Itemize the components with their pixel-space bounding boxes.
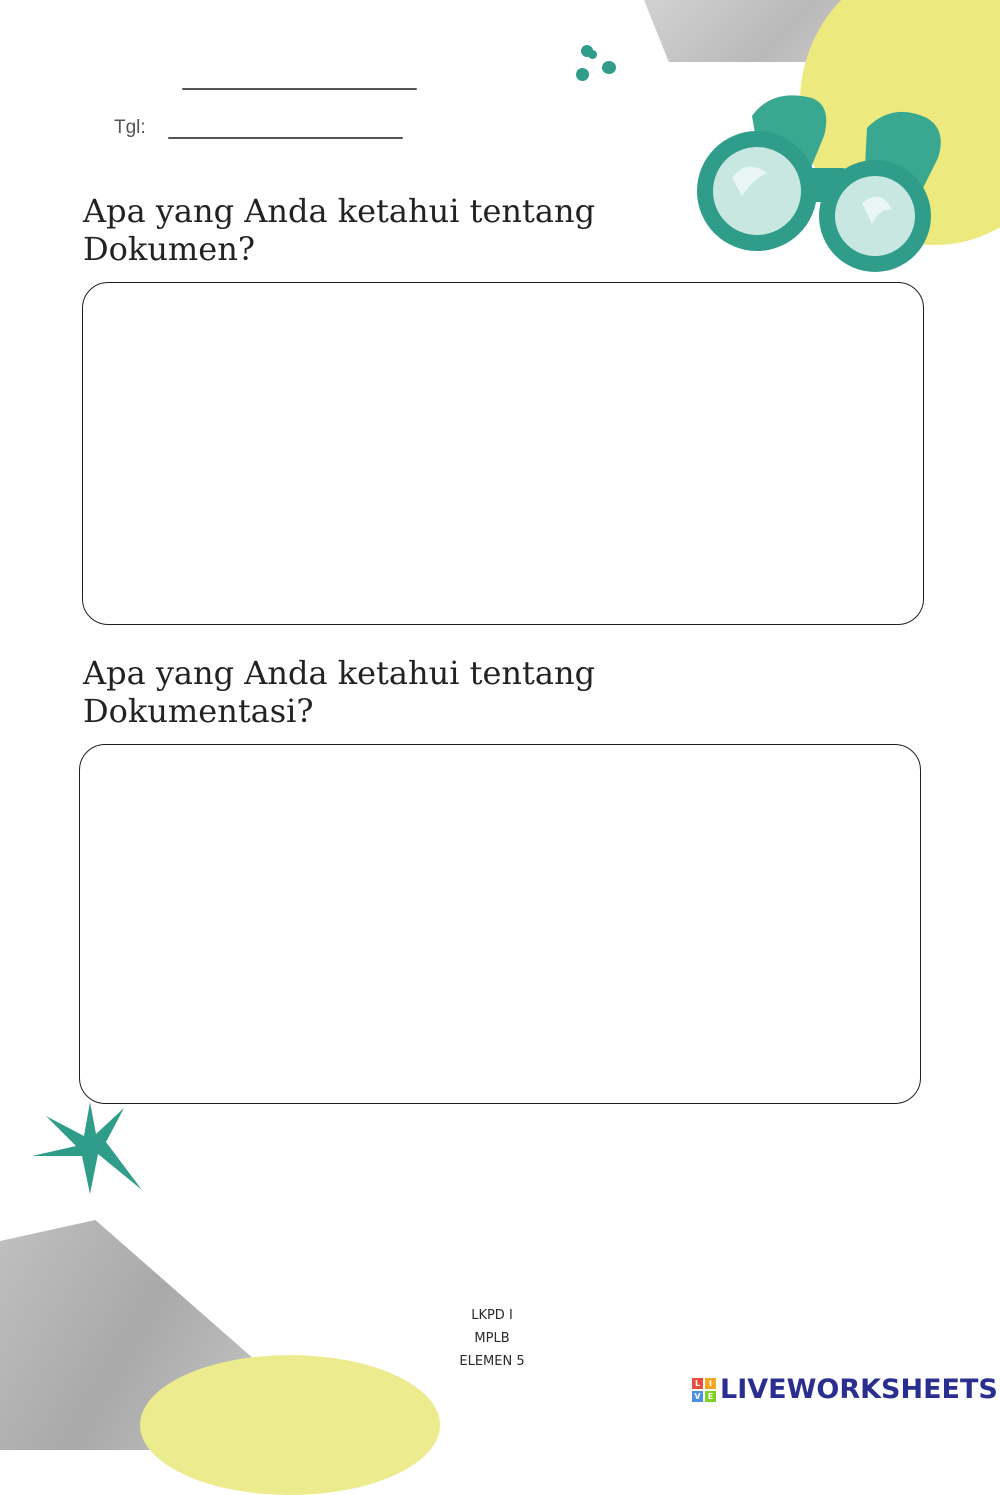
binoculars-icon [692, 88, 952, 273]
logo-letter: E [705, 1391, 716, 1402]
starburst-icon [28, 1098, 146, 1198]
date-line[interactable] [168, 137, 403, 139]
decor-dot [588, 50, 597, 59]
question-2-line-2: Dokumentasi? [83, 692, 314, 730]
date-label: Tgl: [114, 117, 146, 138]
answer-box-2[interactable] [79, 744, 921, 1104]
question-1-line-1: Apa yang Anda ketahui tentang [83, 192, 596, 230]
footer-lkpd: LKPD I [471, 1308, 513, 1323]
liveworksheets-logo-icon [692, 1378, 716, 1402]
logo-letter: L [692, 1378, 703, 1389]
footer-mplb: MPLB [474, 1331, 510, 1346]
decor-yellow-blob-bottom [140, 1355, 440, 1495]
question-1-line-2: Dokumen? [83, 230, 255, 268]
decor-dot [602, 61, 616, 74]
answer-box-1[interactable] [82, 282, 924, 625]
question-1 [83, 192, 683, 268]
name-line[interactable] [182, 88, 417, 90]
footer-elemen: ELEMEN 5 [459, 1354, 525, 1369]
brand-name: LIVEWORKSHEETS [720, 1374, 998, 1405]
question-2-line-1: Apa yang Anda ketahui tentang [83, 654, 596, 692]
logo-letter: I [705, 1378, 716, 1389]
decor-dot [576, 68, 589, 81]
logo-letter: V [692, 1391, 703, 1402]
liveworksheets-brand[interactable] [692, 1374, 998, 1405]
question-2 [83, 654, 683, 730]
